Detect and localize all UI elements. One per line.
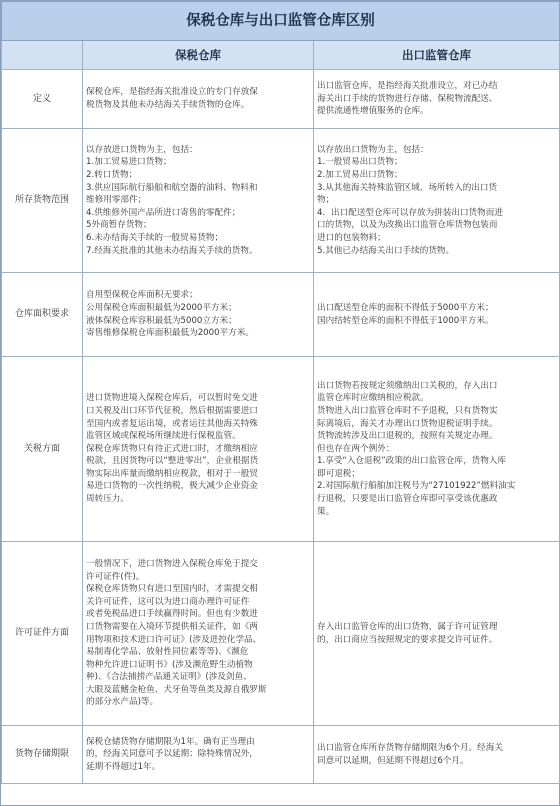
- cell-line: 6.未办结海关手续的一般贸易货物；: [86, 232, 224, 243]
- cell-line: 的部分水产品)等。: [86, 697, 159, 708]
- cell-line: 用物项和技术进口许可证》(涉及进控化学品、: [86, 634, 262, 645]
- cell-line: 口关税及出口环节代征税，然后根据需要进口: [86, 405, 258, 416]
- cell-line: 提供流通性增值服务的仓库。: [317, 106, 429, 117]
- cell-line: 一般情况下，进口货物进入保税仓库免于提交: [86, 558, 258, 569]
- cell-line: 以存放出口货物为主，包括：: [317, 144, 429, 155]
- cell-line: 1.享受“入仓退税”政策的出口监管仓库，货物入库: [317, 456, 506, 467]
- cell-line: 但也存在两个例外：: [317, 443, 395, 454]
- cell-line: 策。: [317, 506, 335, 517]
- cell-line: 口的货物，以及为改换出口监管仓库货物包装而: [317, 220, 498, 231]
- row-goods-scope: [2, 129, 560, 273]
- cell-line: 保税仓库，是指经海关批准设立的专门存放保: [86, 87, 258, 98]
- cell-line: 进口货物进境入保税仓库后，可以暂时免交进: [86, 393, 258, 404]
- cell-line: 行退税，只要是出口监管仓库即可享受该优惠政: [317, 494, 498, 505]
- row-label: 许可证件方面: [2, 542, 83, 726]
- bonded-cell: [83, 726, 314, 784]
- cell-line: 物；: [317, 195, 335, 206]
- row-label: 所存货物范围: [2, 129, 83, 273]
- cell-line: 1.一般贸易出口货物；: [317, 157, 403, 168]
- cell-line: 自用型保税仓库面积无要求；: [86, 290, 198, 301]
- bonded-cell: [83, 357, 314, 542]
- bonded-cell: [83, 273, 314, 357]
- bonded-cell: [83, 542, 314, 726]
- comparison-table: [1, 1, 560, 784]
- export-cell: [314, 542, 560, 726]
- export-cell: [314, 129, 560, 273]
- cell-line: 易制毒化学品、放射性同位素等等)、《濒危: [86, 647, 249, 658]
- cell-line: 寄售维修保税仓库面积最低为2000平方米。: [86, 328, 254, 339]
- row-storage-period: [2, 726, 560, 784]
- cell-line: 税货物及其他未办结海关手续货物的仓库。: [86, 100, 250, 110]
- cell-line: 即可退税；: [317, 468, 360, 479]
- cell-line: 的，出口商应当按照规定的要求提交许可证件。: [317, 634, 498, 645]
- cell-line: 保税仓库货物只有进口至国内时，才需提交相: [86, 584, 258, 595]
- cell-line: 或者免税品进口手续赢得时间。但也有少数进: [86, 609, 258, 620]
- header-blank: [2, 41, 83, 70]
- cell-line: 国内结转型仓库的面积不得低于1000平方米。: [317, 315, 494, 326]
- cell-line: 2.加工贸易出口货物；: [317, 170, 403, 181]
- header-export-warehouse: 出口监管仓库: [314, 41, 560, 70]
- cell-line: 物种允许进口证明书》(涉及濒危野生动植物: [86, 659, 253, 670]
- cell-line: 维修用零部件；: [86, 195, 147, 206]
- cell-line: 监管仓库时应缴纳相应税款。: [317, 393, 429, 404]
- cell-line: 存入出口监管仓库的出口货物，属于许可证管理: [317, 621, 498, 632]
- cell-line: 海关出口手续的货物进行存储、保税物流配送、: [317, 93, 498, 104]
- bonded-cell: [83, 70, 314, 129]
- row-area-requirement: [2, 273, 560, 357]
- cell-line: 5外商暂存货物；: [86, 220, 152, 231]
- cell-line: 的，经海关同意可予以延期；除特殊情况外，: [86, 749, 258, 760]
- cell-line: 货物流转涉及出口退税的，按照有关规定办理。: [317, 431, 498, 442]
- cell-line: 3.供应国际航行船舶和航空器的油料、物料和: [86, 182, 258, 193]
- cell-line: 出口货物若按规定须缴纳出口关税的，存入出口: [317, 380, 498, 391]
- header-bonded-warehouse: 保税仓库: [83, 41, 314, 70]
- cell-line: 周转压力。: [86, 494, 129, 505]
- row-tariff: [2, 357, 560, 542]
- cell-line: 4．出口配送型仓库可以存放为拼装出口货物而进: [317, 207, 503, 218]
- cell-line: 5.其他已办结海关出口手续的货物。: [317, 245, 455, 256]
- cell-line: 物实际出库量而缴纳相应税款，相对于一般贸: [86, 468, 258, 479]
- cell-line: 公用保税仓库面积最低为2000平方米；: [86, 302, 237, 313]
- export-cell: [314, 726, 560, 784]
- cell-line: 出口监管仓库所存货物存储期限为6个月。经海关: [317, 742, 503, 753]
- cell-line: 出口配送型仓库的面积不得低于5000平方米；: [317, 302, 494, 313]
- row-label: 货物存储期限: [2, 726, 83, 784]
- row-license: [2, 542, 560, 726]
- cell-line: 1.加工贸易进口货物；: [86, 157, 172, 168]
- cell-line: 大眼及蓝鳍金枪鱼、犬牙鱼等鱼类及源自俄罗斯: [86, 684, 267, 695]
- cell-line: 种)、《合法捕捞产品通关证明》(涉及剑鱼、: [86, 672, 252, 683]
- cell-line: 许可证件(件)。: [86, 571, 145, 582]
- row-label: 仓库面积要求: [2, 273, 83, 357]
- export-cell: [314, 357, 560, 542]
- cell-line: 延期不得超过1年。: [86, 761, 161, 772]
- cell-line: 易进口货物的一次性纳税，极大减少企业资金: [86, 481, 258, 492]
- cell-line: 口货物需要在入境环节提供相关证件，如《两: [86, 621, 258, 632]
- row-definition: [2, 70, 560, 129]
- cell-line: 关许可证件，这可以为进口商办理许可证件: [86, 596, 250, 607]
- bonded-cell: [83, 129, 314, 273]
- cell-line: 液体保税仓库容积最低为5000立方米；: [86, 315, 237, 326]
- cell-line: 出口监管仓库，是指经海关批准设立，对已办结: [317, 81, 498, 92]
- cell-line: 以存放进口货物为主，包括：: [86, 144, 198, 155]
- row-label: 定义: [2, 70, 83, 129]
- cell-line: 2.对国际航行船舶加注税号为“27101922”燃料油实: [317, 481, 516, 492]
- export-cell: [314, 273, 560, 357]
- row-label: 关税方面: [2, 357, 83, 542]
- cell-line: 4.供维修外国产品所进口寄售的零配件；: [86, 207, 241, 218]
- cell-line: 至国内或者复运出境，或者运往其他海关特殊: [86, 418, 258, 429]
- export-cell: [314, 70, 560, 129]
- cell-line: 监管区域或保税场所继续进行保税监管。: [86, 431, 241, 442]
- cell-line: 税款，且因货物可以“整进零出”，企业根据货: [86, 456, 259, 467]
- cell-line: 保税仓储货物存储期限为1年。确有正当理由: [86, 736, 255, 747]
- cell-line: 同意可以延期，但延期不得超过6个月。: [317, 755, 469, 766]
- cell-line: 7.经海关批准的其他未办结海关手续的货物。: [86, 245, 258, 256]
- table-title: 保税仓库与出口监管仓库区别: [2, 2, 560, 41]
- cell-line: 2.转口货物；: [86, 170, 138, 181]
- cell-line: 货物进入出口监管仓库时不予退税，只有货物实: [317, 405, 498, 416]
- cell-line: 际离境后，海关才办理出口货物退税证明手续。: [317, 418, 498, 429]
- cell-line: 保税仓库货物只有待正式进口时，才缴纳相应: [86, 443, 258, 454]
- cell-line: 进口的包装物料；: [317, 232, 386, 243]
- cell-line: 3.从其他海关特殊监管区域、场所转入的出口货: [317, 182, 498, 193]
